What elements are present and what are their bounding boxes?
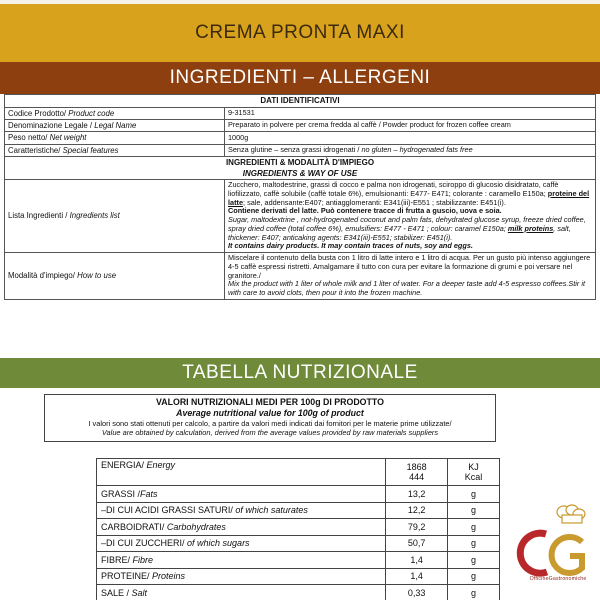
spec-table	[4, 94, 596, 300]
nutrient-value: 79,2	[386, 519, 448, 536]
nutrient-unit: g	[448, 552, 500, 569]
ingredients-allergens-banner	[0, 62, 600, 94]
ingredients-italian: Zucchero, maltodestrine, grassi di cocco e palma non idrogenati, sciroppo di glucosio disidratato, caffè liofilizzato, caffè solubile (caffè totale 6%), emulsionanti: E477- E471; colorante : caramello E150a; proteine del latte; sale, addensante:E407; antiagglomeranti: E341(iii)-E551 ; stabilizzante: E451(i).	[228, 180, 590, 207]
nutrient-value: 50,7	[386, 535, 448, 552]
chef-hat-icon	[557, 505, 585, 523]
spec-row-product-code	[5, 107, 596, 119]
nutrient-label: GRASSI /Fats	[97, 486, 386, 503]
allergen-note-italian: Contiene derivati del latte. Può contenere tracce di frutta a guscio, uova e soia.	[228, 206, 502, 216]
ident-section-title: DATI IDENTIFICATIVI	[5, 95, 596, 108]
nutrient-unit: g	[448, 502, 500, 519]
nutrition-row	[97, 568, 500, 585]
nutrient-label: ENERGIA/ Energy	[97, 459, 386, 486]
nutrient-value: 1,4	[386, 552, 448, 569]
nutrient-label: SALE / Salt	[97, 585, 386, 600]
energy-kcal: 444	[409, 472, 425, 482]
energy-kj: 1868	[406, 462, 427, 472]
spec-row-usage	[5, 253, 596, 300]
letter-o-mark	[520, 533, 547, 573]
spec-key: Peso netto/ Net weight	[5, 132, 225, 144]
spec-row-ingredients	[5, 180, 596, 253]
spec-row-legal-name	[5, 119, 596, 131]
nutrient-value	[386, 459, 448, 486]
nutrient-unit: g	[448, 535, 500, 552]
ingredients-section-title: INGREDIENTI & MODALITÀ D'IMPIEGO INGREDIENTS & WAY OF USE	[5, 156, 596, 179]
spec-row-net-weight	[5, 132, 596, 144]
spec-value: 1000g	[225, 132, 596, 144]
spec-value: 9-31531	[225, 107, 596, 119]
nutrition-row	[97, 519, 500, 536]
unit-kcal: Kcal	[464, 472, 483, 482]
spec-key: Lista Ingredienti / Ingredients list	[5, 180, 225, 253]
nutrition-row-energy	[97, 459, 500, 486]
nutrient-label: PROTEINE/ Proteins	[97, 568, 386, 585]
nutrient-label: FIBRE/ Fibre	[97, 552, 386, 569]
nutrition-row	[97, 502, 500, 519]
unit-kj: KJ	[468, 462, 479, 472]
spec-key: Caratteristiche/ Special features	[5, 144, 225, 156]
spec-row-special-features	[5, 144, 596, 156]
letter-g-mark	[552, 537, 582, 573]
nutrient-unit: g	[448, 519, 500, 536]
nutrient-label: –DI CUI ZUCCHERI/ of which sugars	[97, 535, 386, 552]
nutrient-label: –DI CUI ACIDI GRASSI SATURI/ of which saturates	[97, 502, 386, 519]
spec-value: Preparato in polvere per crema fredda al caffè / Powder product for frozen coffee cream	[225, 119, 596, 131]
nutrient-unit: g	[448, 585, 500, 600]
spec-key: Codice Prodotto/ Product code	[5, 107, 225, 119]
usage-instructions	[225, 253, 596, 300]
nutrition-row	[97, 486, 500, 503]
nutrient-value: 1,4	[386, 568, 448, 585]
nutrient-label: CARBOIDRATI/ Carbohydrates	[97, 519, 386, 536]
nutrition-title: TABELLA NUTRIZIONALE	[182, 362, 418, 383]
spec-key: Denominazione Legale / Legal Name	[5, 119, 225, 131]
nutrition-title-italian: VALORI NUTRIZIONALI MEDI PER 100g DI PRODOTTO	[156, 397, 384, 407]
ingredients-english: Sugar, maltodextrine , not-hydrogenated coconut and palm fats, dehydrated glucose syrup, freeze dried coffee, spray dried coffee (total coffee 6%), emulsifiers: E477 - E471 ; colour: caramel E150a; milk proteins, salt, thickener: E407; anticaking agents: E341(iii)-E551; stabilizer: E451(i).	[228, 215, 586, 242]
nutrient-unit: g	[448, 568, 500, 585]
product-spec-sheet	[4, 94, 596, 358]
nutrient-value: 12,2	[386, 502, 448, 519]
nutrition-note-italian: I valori sono stati ottenuti per calcolo, a partire da valori medi indicati dai fornitori per le materie prime utilizzate/	[88, 418, 452, 428]
ingredients-list	[225, 180, 596, 253]
ingredients-allergens-title: INGREDIENTI – ALLERGENI	[169, 67, 431, 88]
usage-english: Mix the product with 1 liter of whole milk and 1 liter of water. For a deeper taste add 4-5 espresso coffees.Stir it with care to avoid clots, then pour it into the frozen machine.	[228, 279, 586, 298]
logo-brand-text: OfficineGastronomiche	[529, 576, 587, 582]
nutrition-table	[96, 458, 500, 600]
nutrition-banner	[0, 358, 600, 388]
officine-gastronomiche-logo	[516, 498, 596, 598]
nutrition-row	[97, 535, 500, 552]
product-title: CREMA PRONTA MAXI	[195, 22, 405, 43]
nutrient-value: 0,33	[386, 585, 448, 600]
nutrition-title-english: Average nutritional value for 100g of product	[176, 407, 364, 418]
spec-key: Modalità d'impiego/ How to use	[5, 253, 225, 300]
nutrition-note-english: Value are obtained by calculation, derived from the average values provided by raw materials suppliers	[101, 428, 439, 438]
nutrient-unit	[448, 459, 500, 486]
nutrient-unit: g	[448, 486, 500, 503]
nutrient-value: 13,2	[386, 486, 448, 503]
nutrition-row	[97, 585, 500, 600]
spec-value: Senza glutine – senza grassi idrogenati / no gluten – hydrogenated fats free	[225, 144, 596, 156]
product-title-banner	[0, 4, 600, 62]
nutrition-header-box	[44, 394, 496, 442]
usage-italian: Miscelare il contenuto della busta con 1 litro di latte intero e 1 litro di acqua. Per un gusto più intenso aggiungere 4-5 caffè espressi ristretti. Amalgamare il tutto con cura per evitare la formazione di grumi e poi versare nel granitore./	[228, 253, 591, 280]
nutrition-row	[97, 552, 500, 569]
allergen-note-english: It contains dairy products. It may contain traces of nuts, soy and eggs.	[228, 241, 473, 251]
